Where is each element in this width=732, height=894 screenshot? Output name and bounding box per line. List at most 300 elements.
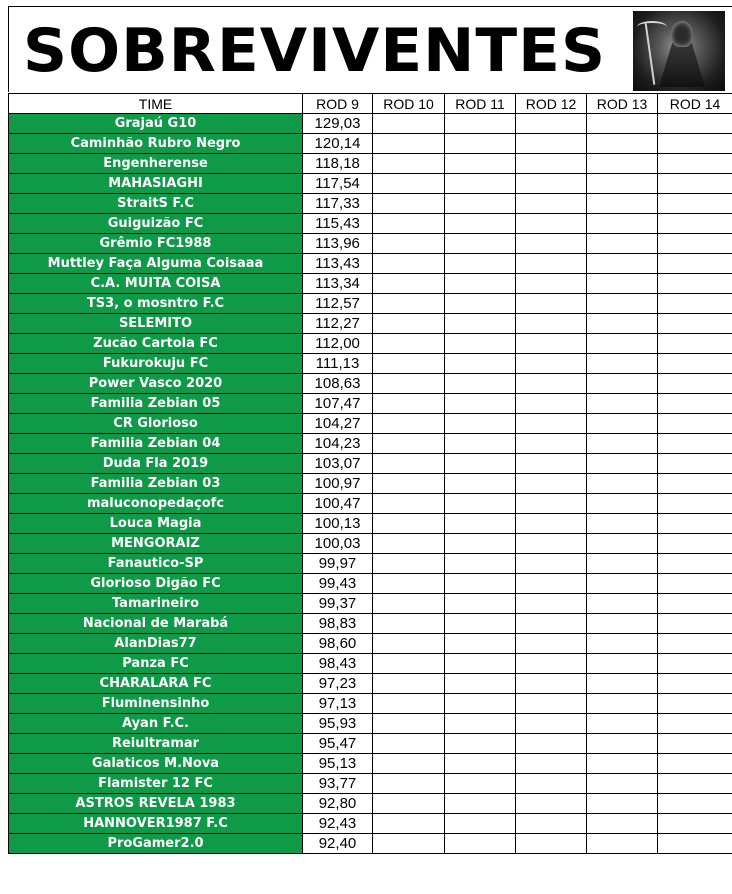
- ranking-table: [8, 93, 732, 854]
- rod11-score-cell[interactable]: [445, 554, 516, 574]
- team-name-cell[interactable]: C.A. MUITA COISA: [9, 274, 303, 294]
- team-name-cell[interactable]: Grajaú G10: [9, 114, 303, 134]
- rod11-score-cell[interactable]: [445, 394, 516, 414]
- rod10-score-cell[interactable]: [373, 594, 445, 614]
- rod12-score-cell[interactable]: [516, 394, 587, 414]
- rod12-score-cell[interactable]: [516, 254, 587, 274]
- rod14-score-cell[interactable]: [658, 534, 732, 554]
- rod9-score-cell[interactable]: 98,83: [303, 614, 373, 634]
- rod10-score-cell[interactable]: [373, 494, 445, 514]
- rod10-score-cell[interactable]: [373, 454, 445, 474]
- rod11-score-cell[interactable]: [445, 314, 516, 334]
- table-row: [9, 774, 732, 794]
- page-title: SOBREVIVENTES: [23, 16, 607, 86]
- rod14-score-cell[interactable]: [658, 694, 732, 714]
- team-name-cell[interactable]: MENGORAIZ: [9, 534, 303, 554]
- team-name-cell[interactable]: Caminhão Rubro Negro: [9, 134, 303, 154]
- table-row: [9, 594, 732, 614]
- team-name-cell[interactable]: Familia Zebian 04: [9, 434, 303, 454]
- team-name-cell[interactable]: Reiultramar: [9, 734, 303, 754]
- rod10-score-cell[interactable]: [373, 814, 445, 834]
- table-row: [9, 674, 732, 694]
- rod9-score-cell[interactable]: 113,34: [303, 274, 373, 294]
- team-name-cell[interactable]: TS3, o mosntro F.C: [9, 294, 303, 314]
- rod10-score-cell[interactable]: [373, 714, 445, 734]
- grim-reaper-icon: [633, 11, 725, 91]
- rod11-score-cell[interactable]: [445, 754, 516, 774]
- rod11-score-cell[interactable]: [445, 334, 516, 354]
- rod14-score-cell[interactable]: [658, 454, 732, 474]
- rod13-score-cell[interactable]: [587, 714, 658, 734]
- table-row: [9, 754, 732, 774]
- rod11-score-cell[interactable]: [445, 454, 516, 474]
- rod9-score-cell[interactable]: 92,43: [303, 814, 373, 834]
- rod12-score-cell[interactable]: [516, 654, 587, 674]
- rod14-score-cell[interactable]: [658, 394, 732, 414]
- rod12-score-cell[interactable]: [516, 154, 587, 174]
- rod11-score-cell[interactable]: [445, 274, 516, 294]
- rod11-score-cell[interactable]: [445, 814, 516, 834]
- header-rod-11[interactable]: ROD 11: [445, 94, 516, 114]
- rod11-score-cell[interactable]: [445, 774, 516, 794]
- rod9-score-cell[interactable]: 115,43: [303, 214, 373, 234]
- rod13-score-cell[interactable]: [587, 794, 658, 814]
- rod14-score-cell[interactable]: [658, 294, 732, 314]
- rod11-score-cell[interactable]: [445, 494, 516, 514]
- team-name-cell[interactable]: CR Glorioso: [9, 414, 303, 434]
- rod11-score-cell[interactable]: [445, 154, 516, 174]
- rod12-score-cell[interactable]: [516, 354, 587, 374]
- rod13-score-cell[interactable]: [587, 294, 658, 314]
- team-name-cell[interactable]: Fluminensinho: [9, 694, 303, 714]
- rod10-score-cell[interactable]: [373, 134, 445, 154]
- rod13-score-cell[interactable]: [587, 514, 658, 534]
- header-rod-9[interactable]: ROD 9: [303, 94, 373, 114]
- rod13-score-cell[interactable]: [587, 374, 658, 394]
- table-row: [9, 514, 732, 534]
- rod10-score-cell[interactable]: [373, 294, 445, 314]
- rod12-score-cell[interactable]: [516, 114, 587, 134]
- rod13-score-cell[interactable]: [587, 554, 658, 574]
- team-name-cell[interactable]: Tamarineiro: [9, 594, 303, 614]
- rod10-score-cell[interactable]: [373, 414, 445, 434]
- rod14-score-cell[interactable]: [658, 374, 732, 394]
- rod12-score-cell[interactable]: [516, 134, 587, 154]
- rod9-score-cell[interactable]: 95,47: [303, 734, 373, 754]
- rod14-score-cell[interactable]: [658, 554, 732, 574]
- rod11-score-cell[interactable]: [445, 414, 516, 434]
- table-row: [9, 354, 732, 374]
- rod9-score-cell[interactable]: 117,33: [303, 194, 373, 214]
- rod10-score-cell[interactable]: [373, 274, 445, 294]
- rod13-score-cell[interactable]: [587, 154, 658, 174]
- rod13-score-cell[interactable]: [587, 114, 658, 134]
- rod13-score-cell[interactable]: [587, 174, 658, 194]
- rod10-score-cell[interactable]: [373, 654, 445, 674]
- rod14-score-cell[interactable]: [658, 774, 732, 794]
- rod9-score-cell[interactable]: 92,80: [303, 794, 373, 814]
- table-body: [9, 114, 732, 854]
- rod11-score-cell[interactable]: [445, 794, 516, 814]
- header-rod-14[interactable]: ROD 14: [658, 94, 732, 114]
- table-row: [9, 414, 732, 434]
- rod13-score-cell[interactable]: [587, 834, 658, 854]
- rod12-score-cell[interactable]: [516, 414, 587, 434]
- rod12-score-cell[interactable]: [516, 834, 587, 854]
- rod11-score-cell[interactable]: [445, 634, 516, 654]
- rod11-score-cell[interactable]: [445, 174, 516, 194]
- table-row: [9, 394, 732, 414]
- table-row: [9, 814, 732, 834]
- rod14-score-cell[interactable]: [658, 814, 732, 834]
- rod14-score-cell[interactable]: [658, 594, 732, 614]
- table-row: [9, 254, 732, 274]
- rod11-score-cell[interactable]: [445, 114, 516, 134]
- rod9-score-cell[interactable]: 93,77: [303, 774, 373, 794]
- rod12-score-cell[interactable]: [516, 194, 587, 214]
- rod13-score-cell[interactable]: [587, 474, 658, 494]
- header-rod-12[interactable]: ROD 12: [516, 94, 587, 114]
- rod14-score-cell[interactable]: [658, 474, 732, 494]
- team-name-cell[interactable]: Guiguizão FC: [9, 214, 303, 234]
- team-name-cell[interactable]: StraitS F.C: [9, 194, 303, 214]
- rod14-score-cell[interactable]: [658, 714, 732, 734]
- table-row: [9, 214, 732, 234]
- rod12-score-cell[interactable]: [516, 274, 587, 294]
- rod10-score-cell[interactable]: [373, 634, 445, 654]
- rod13-score-cell[interactable]: [587, 314, 658, 334]
- rod13-score-cell[interactable]: [587, 334, 658, 354]
- rod10-score-cell[interactable]: [373, 194, 445, 214]
- rod14-score-cell[interactable]: [658, 254, 732, 274]
- rod14-score-cell[interactable]: [658, 194, 732, 214]
- rod13-score-cell[interactable]: [587, 814, 658, 834]
- rod9-score-cell[interactable]: 112,00: [303, 334, 373, 354]
- rod10-score-cell[interactable]: [373, 554, 445, 574]
- rod9-score-cell[interactable]: 112,57: [303, 294, 373, 314]
- rod14-score-cell[interactable]: [658, 214, 732, 234]
- table-row: [9, 534, 732, 554]
- rod11-score-cell[interactable]: [445, 654, 516, 674]
- rod12-score-cell[interactable]: [516, 794, 587, 814]
- rod14-score-cell[interactable]: [658, 674, 732, 694]
- rod10-score-cell[interactable]: [373, 434, 445, 454]
- rod13-score-cell[interactable]: [587, 254, 658, 274]
- rod11-score-cell[interactable]: [445, 714, 516, 734]
- rod14-score-cell[interactable]: [658, 834, 732, 854]
- rod14-score-cell[interactable]: [658, 494, 732, 514]
- team-name-cell[interactable]: HANNOVER1987 F.C: [9, 814, 303, 834]
- team-name-cell[interactable]: Galaticos M.Nova: [9, 754, 303, 774]
- rod13-score-cell[interactable]: [587, 674, 658, 694]
- team-name-cell[interactable]: Power Vasco 2020: [9, 374, 303, 394]
- rod9-score-cell[interactable]: 108,63: [303, 374, 373, 394]
- rod9-score-cell[interactable]: 111,13: [303, 354, 373, 374]
- rod13-score-cell[interactable]: [587, 274, 658, 294]
- rod12-score-cell[interactable]: [516, 494, 587, 514]
- rod9-score-cell[interactable]: 120,14: [303, 134, 373, 154]
- rod11-score-cell[interactable]: [445, 594, 516, 614]
- rod12-score-cell[interactable]: [516, 774, 587, 794]
- team-name-cell[interactable]: Fanautico-SP: [9, 554, 303, 574]
- rod12-score-cell[interactable]: [516, 574, 587, 594]
- rod13-score-cell[interactable]: [587, 234, 658, 254]
- rod14-score-cell[interactable]: [658, 234, 732, 254]
- rod10-score-cell[interactable]: [373, 214, 445, 234]
- rod9-score-cell[interactable]: 95,13: [303, 754, 373, 774]
- rod13-score-cell[interactable]: [587, 394, 658, 414]
- rod10-score-cell[interactable]: [373, 774, 445, 794]
- rod14-score-cell[interactable]: [658, 574, 732, 594]
- rod10-score-cell[interactable]: [373, 114, 445, 134]
- rod13-score-cell[interactable]: [587, 354, 658, 374]
- rod11-score-cell[interactable]: [445, 354, 516, 374]
- rod11-score-cell[interactable]: [445, 834, 516, 854]
- team-name-cell[interactable]: MAHASIAGHI: [9, 174, 303, 194]
- rod9-score-cell[interactable]: 129,03: [303, 114, 373, 134]
- rod11-score-cell[interactable]: [445, 214, 516, 234]
- rod9-score-cell[interactable]: 99,37: [303, 594, 373, 614]
- rod10-score-cell[interactable]: [373, 734, 445, 754]
- rod14-score-cell[interactable]: [658, 174, 732, 194]
- table-row: [9, 294, 732, 314]
- rod14-score-cell[interactable]: [658, 754, 732, 774]
- rod13-score-cell[interactable]: [587, 614, 658, 634]
- table-row: [9, 314, 732, 334]
- rod13-score-cell[interactable]: [587, 574, 658, 594]
- rod9-score-cell[interactable]: 100,13: [303, 514, 373, 534]
- rod12-score-cell[interactable]: [516, 514, 587, 534]
- rod11-score-cell[interactable]: [445, 194, 516, 214]
- team-name-cell[interactable]: Muttley Faça Alguma Coisaaa: [9, 254, 303, 274]
- rod9-score-cell[interactable]: 113,43: [303, 254, 373, 274]
- rod13-score-cell[interactable]: [587, 734, 658, 754]
- team-name-cell[interactable]: Familia Zebian 03: [9, 474, 303, 494]
- rod14-score-cell[interactable]: [658, 154, 732, 174]
- rod10-score-cell[interactable]: [373, 174, 445, 194]
- team-name-cell[interactable]: Panza FC: [9, 654, 303, 674]
- rod13-score-cell[interactable]: [587, 694, 658, 714]
- team-name-cell[interactable]: Engenherense: [9, 154, 303, 174]
- rod13-score-cell[interactable]: [587, 654, 658, 674]
- team-name-cell[interactable]: Glorioso Digão FC: [9, 574, 303, 594]
- rod10-score-cell[interactable]: [373, 794, 445, 814]
- rod10-score-cell[interactable]: [373, 154, 445, 174]
- rod11-score-cell[interactable]: [445, 374, 516, 394]
- rod10-score-cell[interactable]: [373, 334, 445, 354]
- team-name-cell[interactable]: maluconopedaçofc: [9, 494, 303, 514]
- rod12-score-cell[interactable]: [516, 594, 587, 614]
- rod11-score-cell[interactable]: [445, 434, 516, 454]
- rod14-score-cell[interactable]: [658, 434, 732, 454]
- rod9-score-cell[interactable]: 117,54: [303, 174, 373, 194]
- rod11-score-cell[interactable]: [445, 474, 516, 494]
- team-name-cell[interactable]: SELEMITO: [9, 314, 303, 334]
- rod11-score-cell[interactable]: [445, 234, 516, 254]
- rod14-score-cell[interactable]: [658, 654, 732, 674]
- table-row: [9, 274, 732, 294]
- rod11-score-cell[interactable]: [445, 534, 516, 554]
- rod9-score-cell[interactable]: 104,23: [303, 434, 373, 454]
- rod14-score-cell[interactable]: [658, 734, 732, 754]
- rod9-score-cell[interactable]: 100,03: [303, 534, 373, 554]
- rod9-score-cell[interactable]: 98,60: [303, 634, 373, 654]
- rod10-score-cell[interactable]: [373, 354, 445, 374]
- rod10-score-cell[interactable]: [373, 234, 445, 254]
- rod14-score-cell[interactable]: [658, 414, 732, 434]
- rod9-score-cell[interactable]: 100,97: [303, 474, 373, 494]
- rod14-score-cell[interactable]: [658, 114, 732, 134]
- rod10-score-cell[interactable]: [373, 514, 445, 534]
- rod10-score-cell[interactable]: [373, 574, 445, 594]
- table-row: [9, 494, 732, 514]
- rod12-score-cell[interactable]: [516, 634, 587, 654]
- rod13-score-cell[interactable]: [587, 434, 658, 454]
- table-row: [9, 454, 732, 474]
- rod12-score-cell[interactable]: [516, 754, 587, 774]
- rod12-score-cell[interactable]: [516, 814, 587, 834]
- rod14-score-cell[interactable]: [658, 614, 732, 634]
- rod12-score-cell[interactable]: [516, 234, 587, 254]
- rod13-score-cell[interactable]: [587, 214, 658, 234]
- rod13-score-cell[interactable]: [587, 594, 658, 614]
- rod12-score-cell[interactable]: [516, 174, 587, 194]
- table-row: [9, 714, 732, 734]
- rod10-score-cell[interactable]: [373, 314, 445, 334]
- rod14-score-cell[interactable]: [658, 514, 732, 534]
- table-row: [9, 734, 732, 754]
- table-row: [9, 794, 732, 814]
- rod13-score-cell[interactable]: [587, 414, 658, 434]
- team-name-cell[interactable]: ASTROS REVELA 1983: [9, 794, 303, 814]
- rod14-score-cell[interactable]: [658, 794, 732, 814]
- rod12-score-cell[interactable]: [516, 554, 587, 574]
- rod14-score-cell[interactable]: [658, 314, 732, 334]
- team-name-cell[interactable]: Familia Zebian 05: [9, 394, 303, 414]
- team-name-cell[interactable]: Louca Magia: [9, 514, 303, 534]
- rod14-score-cell[interactable]: [658, 354, 732, 374]
- rod13-score-cell[interactable]: [587, 774, 658, 794]
- rod10-score-cell[interactable]: [373, 374, 445, 394]
- rod9-score-cell[interactable]: 95,93: [303, 714, 373, 734]
- rod12-score-cell[interactable]: [516, 474, 587, 494]
- rod14-score-cell[interactable]: [658, 134, 732, 154]
- rod12-score-cell[interactable]: [516, 214, 587, 234]
- table-row: [9, 474, 732, 494]
- rod11-score-cell[interactable]: [445, 514, 516, 534]
- rod9-score-cell[interactable]: 104,27: [303, 414, 373, 434]
- rod13-score-cell[interactable]: [587, 194, 658, 214]
- rod9-score-cell[interactable]: 97,23: [303, 674, 373, 694]
- rod14-score-cell[interactable]: [658, 274, 732, 294]
- rod9-score-cell[interactable]: 100,47: [303, 494, 373, 514]
- rod9-score-cell[interactable]: 113,96: [303, 234, 373, 254]
- rod10-score-cell[interactable]: [373, 614, 445, 634]
- rod9-score-cell[interactable]: 92,40: [303, 834, 373, 854]
- rod10-score-cell[interactable]: [373, 834, 445, 854]
- rod12-score-cell[interactable]: [516, 314, 587, 334]
- rod12-score-cell[interactable]: [516, 694, 587, 714]
- rod9-score-cell[interactable]: 99,97: [303, 554, 373, 574]
- table-row: [9, 154, 732, 174]
- rod13-score-cell[interactable]: [587, 754, 658, 774]
- rod12-score-cell[interactable]: [516, 674, 587, 694]
- table-row: [9, 434, 732, 454]
- table-row: [9, 614, 732, 634]
- rod10-score-cell[interactable]: [373, 694, 445, 714]
- rod12-score-cell[interactable]: [516, 714, 587, 734]
- table-row: [9, 114, 732, 134]
- rod14-score-cell[interactable]: [658, 634, 732, 654]
- rod10-score-cell[interactable]: [373, 254, 445, 274]
- rod10-score-cell[interactable]: [373, 674, 445, 694]
- team-name-cell[interactable]: Duda Fla 2019: [9, 454, 303, 474]
- rod12-score-cell[interactable]: [516, 534, 587, 554]
- rod11-score-cell[interactable]: [445, 674, 516, 694]
- rod10-score-cell[interactable]: [373, 754, 445, 774]
- rod12-score-cell[interactable]: [516, 734, 587, 754]
- rod10-score-cell[interactable]: [373, 534, 445, 554]
- rod9-score-cell[interactable]: 112,27: [303, 314, 373, 334]
- rod11-score-cell[interactable]: [445, 694, 516, 714]
- header-time[interactable]: TIME: [9, 94, 303, 114]
- team-name-cell[interactable]: CHARALARA FC: [9, 674, 303, 694]
- rod9-score-cell[interactable]: 99,43: [303, 574, 373, 594]
- rod12-score-cell[interactable]: [516, 434, 587, 454]
- rod9-score-cell[interactable]: 98,43: [303, 654, 373, 674]
- header-rod-10[interactable]: ROD 10: [373, 94, 445, 114]
- rod11-score-cell[interactable]: [445, 254, 516, 274]
- table-row: [9, 634, 732, 654]
- table-row: [9, 234, 732, 254]
- rod12-score-cell[interactable]: [516, 334, 587, 354]
- rod9-score-cell[interactable]: 103,07: [303, 454, 373, 474]
- rod13-score-cell[interactable]: [587, 134, 658, 154]
- rod14-score-cell[interactable]: [658, 334, 732, 354]
- header-rod-13[interactable]: ROD 13: [587, 94, 658, 114]
- rod13-score-cell[interactable]: [587, 634, 658, 654]
- team-name-cell[interactable]: Zucão Cartola FC: [9, 334, 303, 354]
- rod13-score-cell[interactable]: [587, 494, 658, 514]
- team-name-cell[interactable]: ProGamer2.0: [9, 834, 303, 854]
- rod11-score-cell[interactable]: [445, 734, 516, 754]
- rod12-score-cell[interactable]: [516, 374, 587, 394]
- rod11-score-cell[interactable]: [445, 134, 516, 154]
- team-name-cell[interactable]: Nacional de Marabá: [9, 614, 303, 634]
- table-row: [9, 554, 732, 574]
- rod10-score-cell[interactable]: [373, 474, 445, 494]
- rod11-score-cell[interactable]: [445, 294, 516, 314]
- team-name-cell[interactable]: Fukurokuju FC: [9, 354, 303, 374]
- rod10-score-cell[interactable]: [373, 394, 445, 414]
- table-row: [9, 654, 732, 674]
- team-name-cell[interactable]: AlanDias77: [9, 634, 303, 654]
- rod11-score-cell[interactable]: [445, 574, 516, 594]
- rod13-score-cell[interactable]: [587, 454, 658, 474]
- table-row: [9, 574, 732, 594]
- team-name-cell[interactable]: Ayan F.C.: [9, 714, 303, 734]
- rod13-score-cell[interactable]: [587, 534, 658, 554]
- rod9-score-cell[interactable]: 118,18: [303, 154, 373, 174]
- rod12-score-cell[interactable]: [516, 454, 587, 474]
- rod9-score-cell[interactable]: 97,13: [303, 694, 373, 714]
- rod12-score-cell[interactable]: [516, 614, 587, 634]
- rod9-score-cell[interactable]: 107,47: [303, 394, 373, 414]
- team-name-cell[interactable]: Flamister 12 FC: [9, 774, 303, 794]
- team-name-cell[interactable]: Grêmio FC1988: [9, 234, 303, 254]
- rod11-score-cell[interactable]: [445, 614, 516, 634]
- rod12-score-cell[interactable]: [516, 294, 587, 314]
